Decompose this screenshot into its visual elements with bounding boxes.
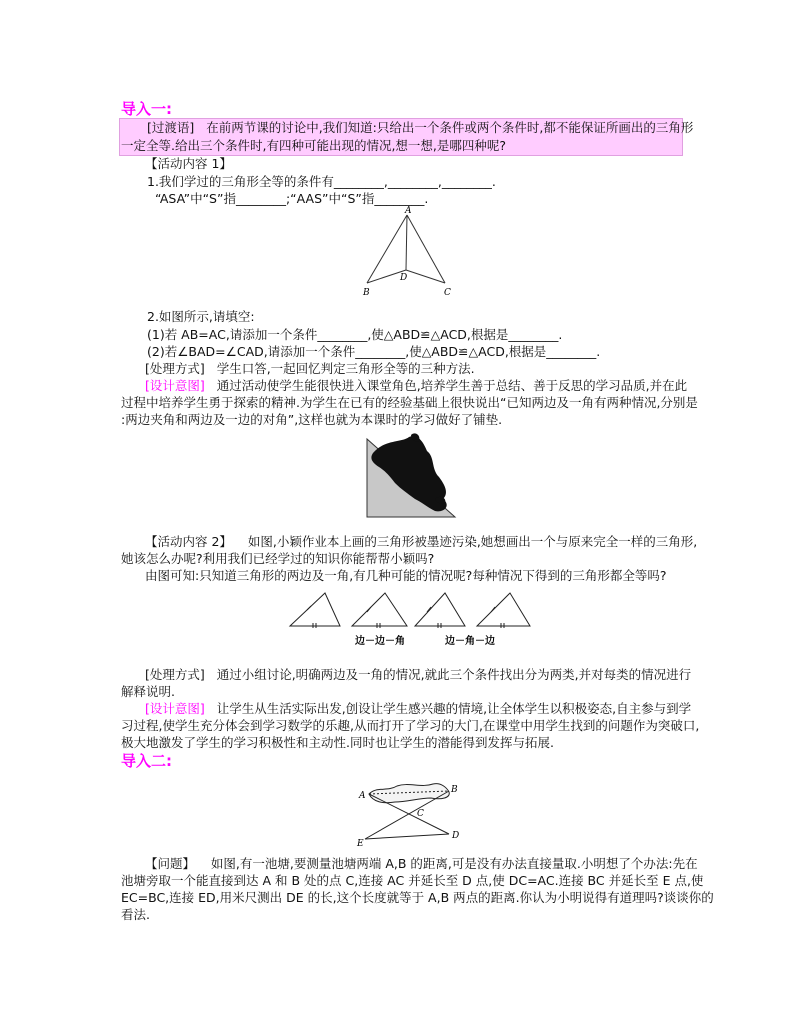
point-label-c: C [444, 288, 451, 298]
activity2-text-1: 如图,小颖作业本上画的三角形被墨迹污染,她想画出一个与原来完全一样的三角形, [247, 534, 698, 549]
design2-line-1 [145, 700, 691, 718]
q2-line-2: (2)若∠BAD=∠CAD,请添加一个条件________,使△ABD≌△ACD,根据是________. [147, 344, 601, 359]
activity2-label: 【活动内容 2】 [145, 534, 232, 549]
caption-ssa: 边－边－角 [355, 636, 405, 647]
intro2-heading: 导入二: [121, 752, 172, 770]
design1-line-2: 过程中培养学生勇于探索的精神.为学生在已有的经验基础上很快说出“已知两边及一角有两种情况,分别是 [121, 395, 698, 410]
caption-sas: 边－角－边 [445, 636, 495, 647]
problem-tag: 【问题】 [145, 856, 196, 871]
activity1-label: 【活动内容 1】 [145, 156, 232, 171]
problem-line-1 [145, 855, 698, 873]
four-triangles-figure [285, 588, 535, 650]
activity2-line-2: 她该怎么办呢?利用我们已经学过的知识你能帮帮小颖吗? [121, 551, 435, 566]
problem-line-2: 池塘旁取一个能直接到达 A 和 B 处的点 C,连接 AC 并延长至 D 点,使 DC=AC.连接 BC 并延长至 E 点,使 [121, 873, 704, 888]
triangle-abd-acd-figure [360, 203, 460, 298]
method1-tag: [处理方式] [145, 361, 205, 376]
q2-title: 2.如图所示,请填空: [147, 309, 255, 324]
pond-label-d: D [452, 831, 460, 841]
point-label-b: B [363, 288, 370, 298]
design2-tag: [设计意图] [145, 701, 205, 716]
design1-line-1 [145, 377, 687, 395]
point-label-a: A [405, 206, 412, 216]
problem-line-4: 看法. [121, 907, 150, 922]
activity2-line-3: 由图可知:只知道三角形的两边及一角,有几种可能的情况呢?每种情况下得到的三角形都全等吗? [145, 568, 667, 583]
q1-line-2: “ASA”中“S”指________;“AAS”中“S”指________. [155, 191, 429, 206]
activity2-line-1 [145, 533, 697, 551]
problem-text-1: 如图,有一池塘,要测量池塘两端 A,B 的距离,可是没有办法直接量取.小明想了个办法:先在 [210, 856, 698, 871]
transition-tag: [过渡语] [147, 120, 195, 135]
intro1-heading: 导入一: [121, 100, 172, 118]
design2-line-3: 极大地激发了学生的学习积极性和主动性.同时也让学生的潜能得到发挥与拓展. [121, 735, 554, 750]
pond-label-c: C [417, 809, 424, 819]
transition-text-1: 在前两节课的讨论中,我们知道:只给出一个条件或两个条件时,都不能保证所画出的三角形 [206, 120, 694, 135]
design2-line-2: 习过程,使学生充分体会到学习数学的乐趣,从而打开了学习的大门,在课堂中用学生找到的问题作为突破口, [121, 718, 700, 733]
transition-line-2: 一定全等.给出三个条件时,有四种可能出现的情况,想一想,是哪四种呢? [121, 138, 507, 153]
pond-label-e: E [357, 839, 364, 849]
transition-line-1 [147, 119, 693, 137]
point-label-d: D [400, 273, 408, 283]
design2-text-1: 让学生从生活实际出发,创设让学生感兴趣的情境,让全体学生以积极姿态,自主参与到学 [216, 701, 692, 716]
pond-measurement-figure [355, 772, 467, 850]
q2-line-1: (1)若 AB=AC,请添加一个条件________,使△ABD≌△ACD,根据是________. [147, 327, 563, 342]
method2-line-1 [145, 666, 691, 684]
method1-line [145, 360, 475, 378]
design1-tag: [设计意图] [145, 378, 205, 393]
pond-label-b: B [451, 785, 458, 795]
transition-box [119, 118, 694, 156]
method2-tag: [处理方式] [145, 667, 205, 682]
method1-text: 学生口答,一起回忆判定三角形全等的三种方法. [216, 361, 475, 376]
design1-text-1: 通过活动使学生能很快进入课堂角色,培养学生善于总结、善于反思的学习品质,并在此 [216, 378, 688, 393]
method2-text-1: 通过小组讨论,明确两边及一角的情况,就此三个条件找出分为两类,并对每类的情况进行 [216, 667, 692, 682]
design1-line-3: :两边夹角和两边及一边的对角”,这样也就为本课时的学习做好了铺垫. [121, 412, 503, 427]
q1-line-1: 1.我们学过的三角形全等的条件有________,________,________. [147, 174, 496, 189]
method2-line-2: 解释说明. [121, 684, 175, 699]
pond-label-a: A [359, 791, 366, 801]
ink-stained-triangle-figure [365, 433, 465, 523]
problem-line-3: EC=BC,连接 ED,用米尺测出 DE 的长,这个长度就等于 A,B 两点的距离.你认为小明说得有道理吗?谈谈你的 [121, 890, 714, 905]
